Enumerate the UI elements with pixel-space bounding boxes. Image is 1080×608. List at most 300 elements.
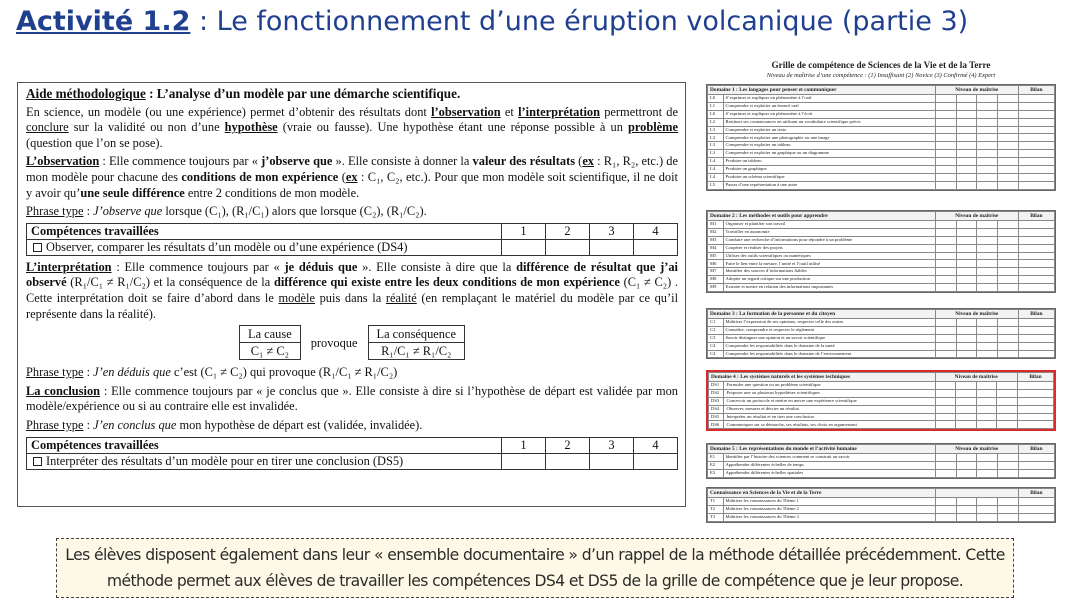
grid-level-cell[interactable] — [997, 461, 1018, 469]
grid-row-code: C2 — [708, 326, 724, 334]
grid-row-code: L0 — [708, 110, 724, 118]
interpretation-difference2: différence qui existe entre les deux conditions de mon expérience — [273, 275, 620, 290]
grid-level-cell[interactable] — [956, 166, 977, 174]
level-empty-cell — [634, 453, 678, 469]
grid-level-cell[interactable] — [997, 397, 1018, 405]
grid-bilan-cell[interactable] — [1018, 95, 1054, 103]
grid-row — [708, 319, 1055, 327]
grid-level-cell[interactable] — [976, 397, 997, 405]
grid-level-cell[interactable] — [997, 405, 1018, 413]
note-line-1: Les élèves disposent également dans leur « ensemble documentaire » d’un rappel de la méthode détaillée précédemment. Cette — [65, 546, 1005, 564]
grid-bilan-cell[interactable] — [1018, 469, 1054, 477]
grid-row — [708, 244, 1055, 252]
grid-level-cell[interactable] — [977, 284, 998, 292]
grid-bilan-cell[interactable] — [1018, 334, 1054, 342]
grid-row-label: Produire un schéma scientifique — [723, 173, 935, 181]
grid-level-cell[interactable] — [935, 454, 956, 462]
grid-bilan-cell[interactable] — [1018, 276, 1054, 284]
grid-level-cell[interactable] — [977, 268, 998, 276]
interpretation-text: ». Elle consiste à dire que la — [357, 259, 517, 274]
grid-row — [708, 252, 1055, 260]
grid-level-cell[interactable] — [935, 260, 956, 268]
grid-bilan-header: Bilan — [1018, 86, 1054, 95]
grid-level-cell[interactable] — [935, 252, 956, 260]
grid-row-label: Comprendre les responsabilités dans le domaine de l’environnement — [723, 350, 935, 358]
grid-level-cell[interactable] — [977, 173, 998, 181]
grid-level-cell[interactable] — [935, 158, 956, 166]
observation-text: : Elle commence toujours par « — [99, 154, 262, 169]
note-line-2: méthode permet aux élèves de travailler les compétences DS4 et DS5 de la grille de compétence que je leur propose. — [106, 572, 964, 590]
grid-level-cell[interactable] — [976, 405, 997, 413]
grid-level-cell[interactable] — [956, 382, 977, 390]
grid-level-cell[interactable] — [977, 342, 998, 350]
grid-level-cell[interactable] — [997, 319, 1018, 327]
grid-row-label: Produire un graphique — [723, 166, 935, 174]
grid-bilan-cell[interactable] — [1018, 284, 1054, 292]
grid-row — [708, 95, 1055, 103]
grid-level-cell[interactable] — [956, 158, 977, 166]
grid-level-cell[interactable] — [935, 95, 956, 103]
grid-row-label: Connaître, comprendre et respecter le règlement — [723, 326, 935, 334]
grid-domain-2 — [706, 210, 1056, 293]
grid-level-cell[interactable] — [935, 268, 956, 276]
grid-bilan-cell[interactable] — [1018, 118, 1054, 126]
grid-level-cell[interactable] — [997, 469, 1018, 477]
level-cell: 3 — [590, 223, 634, 239]
grid-bilan-cell[interactable] — [1018, 319, 1054, 327]
grid-level-cell[interactable] — [977, 319, 998, 327]
grid-bilan-header: Bilan — [1018, 489, 1054, 498]
grid-level-cell[interactable] — [997, 382, 1018, 390]
grid-level-cell[interactable] — [956, 268, 977, 276]
grid-row — [709, 389, 1054, 397]
grid-level-cell[interactable] — [976, 413, 997, 421]
grid-row — [708, 236, 1055, 244]
grid-row-code: L4 — [708, 158, 724, 166]
grid-bilan-cell[interactable] — [1018, 150, 1054, 158]
level-empty-cell — [590, 239, 634, 255]
grid-level-cell[interactable] — [935, 110, 956, 118]
grid-bilan-cell[interactable] — [1017, 397, 1053, 405]
grid-level-cell[interactable] — [935, 389, 956, 397]
grid-level-cell[interactable] — [956, 252, 977, 260]
grid-level-cell[interactable] — [977, 95, 998, 103]
grid-level-cell[interactable] — [956, 505, 977, 513]
grid-row-code: M6 — [708, 260, 724, 268]
grid-bilan-cell[interactable] — [1018, 228, 1054, 236]
grid-level-cell[interactable] — [935, 166, 956, 174]
grid-level-cell[interactable] — [977, 244, 998, 252]
grid-row — [708, 326, 1055, 334]
grid-level-cell[interactable] — [997, 173, 1018, 181]
level-cell: 1 — [502, 437, 546, 453]
grid-row-code: M2 — [708, 228, 724, 236]
grid-level-cell[interactable] — [997, 118, 1018, 126]
grid-level-cell[interactable] — [977, 505, 998, 513]
grid-row-label: Appréhender différentes échelles spatiales — [723, 469, 935, 477]
grid-level-cell[interactable] — [935, 350, 956, 358]
grid-level-cell[interactable] — [935, 173, 956, 181]
aide-label: Aide méthodologique — [26, 86, 146, 101]
grid-bilan-cell[interactable] — [1018, 252, 1054, 260]
grid-level-cell[interactable] — [956, 126, 977, 134]
grid-level-cell[interactable] — [997, 102, 1018, 110]
grid-domain-header — [708, 489, 1055, 498]
intro-text: En science, un modèle (ou une expérience) permet d’obtenir des résultats dont — [26, 104, 432, 119]
grid-level-cell[interactable] — [997, 505, 1018, 513]
grid-row-code: L2 — [708, 118, 724, 126]
grid-level-cell[interactable] — [997, 454, 1018, 462]
grid-level-cell[interactable] — [935, 326, 956, 334]
grid-level-cell[interactable] — [956, 405, 977, 413]
grid-level-cell[interactable] — [935, 134, 956, 142]
grid-row-label: S’exprimer et expliquer un phénomène à l’oral — [723, 95, 935, 103]
intro-text: permettront de — [599, 104, 678, 119]
grid-row-label: Comprendre et exploiter une photographie ou une image — [723, 134, 935, 142]
grid-level-cell[interactable] — [997, 389, 1018, 397]
grid-domain-name: Domaine 5 : Les représentations du monde et l’activité humaine — [708, 445, 936, 454]
grid-level-cell[interactable] — [997, 95, 1018, 103]
grid-level-cell[interactable] — [956, 236, 977, 244]
grid-row-label: Comprendre et exploiter un énoncé oral — [723, 102, 935, 110]
grid-row-label: Comprendre et exploiter un graphique ou un diagramme — [723, 150, 935, 158]
grid-row — [708, 221, 1055, 229]
grid-level-cell[interactable] — [977, 498, 998, 506]
grid-level-cell[interactable] — [935, 142, 956, 150]
grid-domain-6 — [706, 487, 1056, 523]
grid-row-code: M3 — [708, 236, 724, 244]
grid-level-cell[interactable] — [935, 118, 956, 126]
aide-title: : L’analyse d’un modèle par une démarche scientifique. — [145, 86, 461, 101]
grid-level-cell[interactable] — [997, 342, 1018, 350]
grid-bilan-cell[interactable] — [1018, 142, 1054, 150]
grid-bilan-cell[interactable] — [1018, 134, 1054, 142]
grid-level-cell[interactable] — [977, 221, 998, 229]
grid-level-cell[interactable] — [977, 158, 998, 166]
grid-level-cell[interactable] — [977, 326, 998, 334]
grid-row — [708, 260, 1055, 268]
grid-row — [708, 461, 1055, 469]
grid-level-cell[interactable] — [997, 421, 1018, 429]
grid-level-cell[interactable] — [997, 498, 1018, 506]
grid-level-cell[interactable] — [976, 421, 997, 429]
level-cell: 2 — [546, 437, 590, 453]
grid-level-cell[interactable] — [977, 350, 998, 358]
competences-header — [27, 223, 502, 239]
grid-level-cell[interactable] — [956, 284, 977, 292]
grid-level-cell[interactable] — [997, 244, 1018, 252]
grid-level-cell[interactable] — [977, 260, 998, 268]
grid-niveau-header: Niveau de maîtrise — [935, 373, 1017, 382]
level-cell: 3 — [590, 437, 634, 453]
grid-level-cell[interactable] — [935, 505, 956, 513]
grid-level-cell[interactable] — [956, 350, 977, 358]
interpretation-label: L’interprétation — [26, 259, 112, 274]
grid-level-cell[interactable] — [935, 244, 956, 252]
grid-row — [708, 102, 1055, 110]
grid-row — [708, 268, 1055, 276]
grid-level-cell[interactable] — [935, 461, 956, 469]
grid-bilan-cell[interactable] — [1017, 413, 1053, 421]
intro-text: (vraie ou fausse). Une hypothèse étant une réponse possible à un — [277, 120, 628, 135]
grid-level-cell[interactable] — [935, 319, 956, 327]
grid-level-cell[interactable] — [956, 102, 977, 110]
grid-bilan-cell[interactable] — [1018, 102, 1054, 110]
grid-niveau-header: Niveau de maîtrise — [935, 310, 1018, 319]
grid-level-cell[interactable] — [956, 110, 977, 118]
grid-level-cell[interactable] — [935, 413, 956, 421]
grid-domain-4 — [706, 370, 1056, 431]
grid-row — [708, 469, 1055, 477]
grid-bilan-cell[interactable] — [1018, 461, 1054, 469]
grid-level-cell[interactable] — [956, 276, 977, 284]
competence-item-label: Interpréter des résultats d’un modèle pour en tirer une conclusion (DS5) — [46, 453, 404, 468]
grid-level-cell[interactable] — [977, 236, 998, 244]
grid-bilan-cell[interactable] — [1018, 166, 1054, 174]
grid-level-cell[interactable] — [977, 102, 998, 110]
grid-level-cell[interactable] — [935, 284, 956, 292]
grid-level-cell[interactable] — [977, 134, 998, 142]
grid-level-cell[interactable] — [977, 252, 998, 260]
grid-bilan-cell[interactable] — [1018, 126, 1054, 134]
grid-level-cell[interactable] — [997, 134, 1018, 142]
grid-bilan-cell[interactable] — [1018, 173, 1054, 181]
observation-difference: une seule différence — [80, 185, 185, 200]
grid-bilan-cell[interactable] — [1017, 405, 1053, 413]
grid-level-cell[interactable] — [956, 413, 977, 421]
grid-level-cell[interactable] — [997, 268, 1018, 276]
interpretation-text: (R₁/C₁ ≠ R₁/C₂) et la conséquence de la — [66, 275, 274, 290]
grid-level-cell[interactable] — [935, 513, 956, 521]
observation-ex: ex — [582, 154, 595, 169]
grid-row — [708, 150, 1055, 158]
grid-level-cell[interactable] — [997, 260, 1018, 268]
grid-level-cell[interactable] — [956, 244, 977, 252]
grid-row — [708, 173, 1055, 181]
grid-row-code: DS5 — [709, 413, 724, 421]
grid-bilan-cell[interactable] — [1017, 421, 1053, 429]
activity-title: : Le fonctionnement d’une éruption volcanique (partie 3) — [190, 6, 969, 37]
grid-level-cell[interactable] — [977, 469, 998, 477]
grid-row-code: M4 — [708, 244, 724, 252]
grid-bilan-cell[interactable] — [1018, 326, 1054, 334]
grid-bilan-cell[interactable] — [1018, 236, 1054, 244]
grid-row-label: Faire le lien entre la mesure, l’unité et l’outil utilisé — [723, 260, 935, 268]
intro-probleme: problème — [627, 120, 679, 135]
grid-level-cell[interactable] — [956, 319, 977, 327]
grid-level-cell[interactable] — [956, 118, 977, 126]
grid-row — [708, 228, 1055, 236]
grid-level-cell[interactable] — [956, 95, 977, 103]
grid-row-label: Comprendre les responsabilités dans le domaine de la santé — [723, 342, 935, 350]
grid-level-cell[interactable] — [935, 397, 956, 405]
grid-level-cell[interactable] — [956, 228, 977, 236]
grid-level-cell[interactable] — [997, 142, 1018, 150]
grid-niveau-header: Niveau de maîtrise — [935, 212, 1018, 221]
grid-bilan-cell[interactable] — [1017, 389, 1053, 397]
observation-label: L’observation — [26, 154, 100, 169]
grid-level-cell[interactable] — [977, 110, 998, 118]
grid-level-cell[interactable] — [997, 413, 1018, 421]
grid-level-cell[interactable] — [956, 334, 977, 342]
grid-level-cell[interactable] — [997, 284, 1018, 292]
level-cell: 2 — [546, 223, 590, 239]
grid-row-code: DS6 — [709, 421, 724, 429]
grid-level-cell[interactable] — [956, 461, 977, 469]
interpretation-modele: modèle — [278, 290, 315, 305]
grid-bilan-cell[interactable] — [1018, 244, 1054, 252]
grid-domain-header — [708, 212, 1055, 221]
phrase-type-italic: J’en conclus que — [93, 417, 177, 432]
grid-level-cell[interactable] — [935, 382, 956, 390]
grid-level-cell[interactable] — [956, 421, 977, 429]
grid-level-cell[interactable] — [977, 228, 998, 236]
grid-level-cell[interactable] — [956, 326, 977, 334]
grid-row-code: C3 — [708, 334, 724, 342]
grid-level-cell[interactable] — [935, 334, 956, 342]
grid-level-cell[interactable] — [935, 221, 956, 229]
grid-level-cell[interactable] — [935, 405, 956, 413]
grid-level-cell[interactable] — [997, 181, 1018, 189]
grid-level-cell[interactable] — [935, 236, 956, 244]
grid-level-cell[interactable] — [977, 334, 998, 342]
grid-level-cell[interactable] — [956, 221, 977, 229]
grid-level-cell[interactable] — [956, 389, 977, 397]
grid-level-cell[interactable] — [997, 334, 1018, 342]
interpretation-realite: réalité — [385, 290, 417, 305]
grid-level-cell[interactable] — [997, 166, 1018, 174]
grid-level-cell[interactable] — [935, 126, 956, 134]
grid-level-cell[interactable] — [956, 134, 977, 142]
grid-level-cell[interactable] — [956, 173, 977, 181]
grid-level-cell[interactable] — [935, 469, 956, 477]
checkbox-icon[interactable] — [33, 457, 42, 466]
grid-row-label: Coopérer et réaliser des projets — [723, 244, 935, 252]
observation-paragraph — [26, 154, 678, 201]
phrase-type-italic: J’observe que — [93, 204, 163, 219]
grid-domain-header — [708, 445, 1055, 454]
grid-level-cell[interactable] — [977, 461, 998, 469]
grid-level-cell[interactable] — [956, 142, 977, 150]
grid-bilan-cell[interactable] — [1018, 110, 1054, 118]
grid-row — [708, 126, 1055, 134]
grid-level-cell[interactable] — [997, 326, 1018, 334]
grid-level-cell[interactable] — [997, 513, 1018, 521]
grid-level-cell[interactable] — [997, 158, 1018, 166]
grid-level-cell[interactable] — [935, 181, 956, 189]
grid-level-cell[interactable] — [935, 342, 956, 350]
grid-bilan-cell[interactable] — [1018, 454, 1054, 462]
grid-level-cell[interactable] — [977, 454, 998, 462]
grid-row-code: E3 — [708, 469, 724, 477]
grid-row-label: Restituer ses connaissances en utilisant un vocabulaire scientifique précis — [723, 118, 935, 126]
grid-level-cell[interactable] — [997, 252, 1018, 260]
grid-row-label: Communiquer sur sa démarche, ses résultats, ses choix en argumentant — [724, 421, 935, 429]
grid-domain-name: Connaissance en Sciences de la Vie et de la Terre — [708, 489, 936, 498]
grid-level-cell[interactable] — [977, 126, 998, 134]
grid-level-cell[interactable] — [977, 513, 998, 521]
grid-level-cell[interactable] — [997, 236, 1018, 244]
grid-row-label: Identifier par l’histoire des sciences comment se construit un savoir — [723, 454, 935, 462]
grid-row-code: C1 — [708, 319, 724, 327]
grid-level-cell[interactable] — [935, 421, 956, 429]
grid-row-label: Maîtriser l’expression de ses opinions, respecter celle des autres — [723, 319, 935, 327]
grid-domain-header — [709, 373, 1054, 382]
grid-level-cell[interactable] — [997, 228, 1018, 236]
grid-level-cell[interactable] — [935, 276, 956, 284]
grid-level-cell[interactable] — [997, 350, 1018, 358]
interpretation-difference: différence de résultat que j’ai observé — [26, 259, 678, 290]
phrase-type-label: Phrase type — [26, 365, 84, 380]
method-heading — [26, 86, 678, 102]
grid-row-code: L4 — [708, 166, 724, 174]
grid-level-cell[interactable] — [935, 228, 956, 236]
grid-level-cell[interactable] — [956, 454, 977, 462]
grid-row-label: Concevoir un protocole et mettre en œuvre une expérience scientifique — [724, 397, 935, 405]
checkbox-icon[interactable] — [33, 243, 42, 252]
grid-row-label: Utiliser des outils scientifiques ou numériques — [723, 252, 935, 260]
grid-level-cell[interactable] — [977, 118, 998, 126]
grid-level-cell[interactable] — [956, 181, 977, 189]
grid-bilan-cell[interactable] — [1018, 260, 1054, 268]
grid-bilan-cell[interactable] — [1017, 382, 1053, 390]
grid-level-cell[interactable] — [976, 382, 997, 390]
grid-level-cell[interactable] — [977, 166, 998, 174]
grid-level-cell[interactable] — [997, 126, 1018, 134]
interpretation-text: puis dans la — [314, 290, 386, 305]
grid-bilan-cell[interactable] — [1018, 268, 1054, 276]
level-cell: 4 — [634, 223, 678, 239]
consequence-header: La conséquence — [368, 326, 464, 343]
grid-bilan-cell[interactable] — [1018, 342, 1054, 350]
grid-bilan-cell[interactable] — [1018, 181, 1054, 189]
grid-row-label: Observer, mesurer et décrire un résultat — [724, 405, 935, 413]
grid-level-cell[interactable] — [977, 142, 998, 150]
grid-level-cell[interactable] — [997, 221, 1018, 229]
grid-level-cell[interactable] — [956, 150, 977, 158]
grid-bilan-cell[interactable] — [1018, 158, 1054, 166]
grid-row-label: Proposer une ou plusieurs hypothèses scientifiques — [724, 389, 935, 397]
grid-level-cell[interactable] — [956, 342, 977, 350]
grid-level-cell[interactable] — [997, 110, 1018, 118]
grid-level-cell[interactable] — [956, 498, 977, 506]
competence-item-label: Observer, comparer les résultats d’un modèle ou d’une expérience (DS4) — [46, 239, 408, 254]
grid-bilan-cell[interactable] — [1018, 221, 1054, 229]
grid-level-cell[interactable] — [997, 276, 1018, 284]
grid-row-label: Identifier des sources d’informations fiables — [723, 268, 935, 276]
grid-level-cell[interactable] — [977, 276, 998, 284]
competence-item — [27, 453, 502, 469]
grid-bilan-cell[interactable] — [1018, 513, 1054, 521]
grid-level-cell[interactable] — [935, 150, 956, 158]
grid-domain-name: Domaine 2 : Les méthodes et outils pour apprendre — [708, 212, 936, 221]
grid-bilan-cell[interactable] — [1018, 350, 1054, 358]
grid-bilan-cell[interactable] — [1018, 498, 1054, 506]
grid-level-cell[interactable] — [956, 469, 977, 477]
grid-level-cell[interactable] — [977, 181, 998, 189]
grid-level-cell[interactable] — [976, 389, 997, 397]
grid-level-cell[interactable] — [956, 397, 977, 405]
competences-header — [27, 437, 502, 453]
grid-level-cell[interactable] — [956, 260, 977, 268]
grid-level-cell[interactable] — [935, 102, 956, 110]
grid-bilan-cell[interactable] — [1018, 505, 1054, 513]
grid-level-cell[interactable] — [935, 498, 956, 506]
grid-level-cell[interactable] — [977, 150, 998, 158]
grid-level-cell[interactable] — [997, 150, 1018, 158]
grid-row-code: L3 — [708, 126, 724, 134]
grid-level-cell[interactable] — [956, 513, 977, 521]
